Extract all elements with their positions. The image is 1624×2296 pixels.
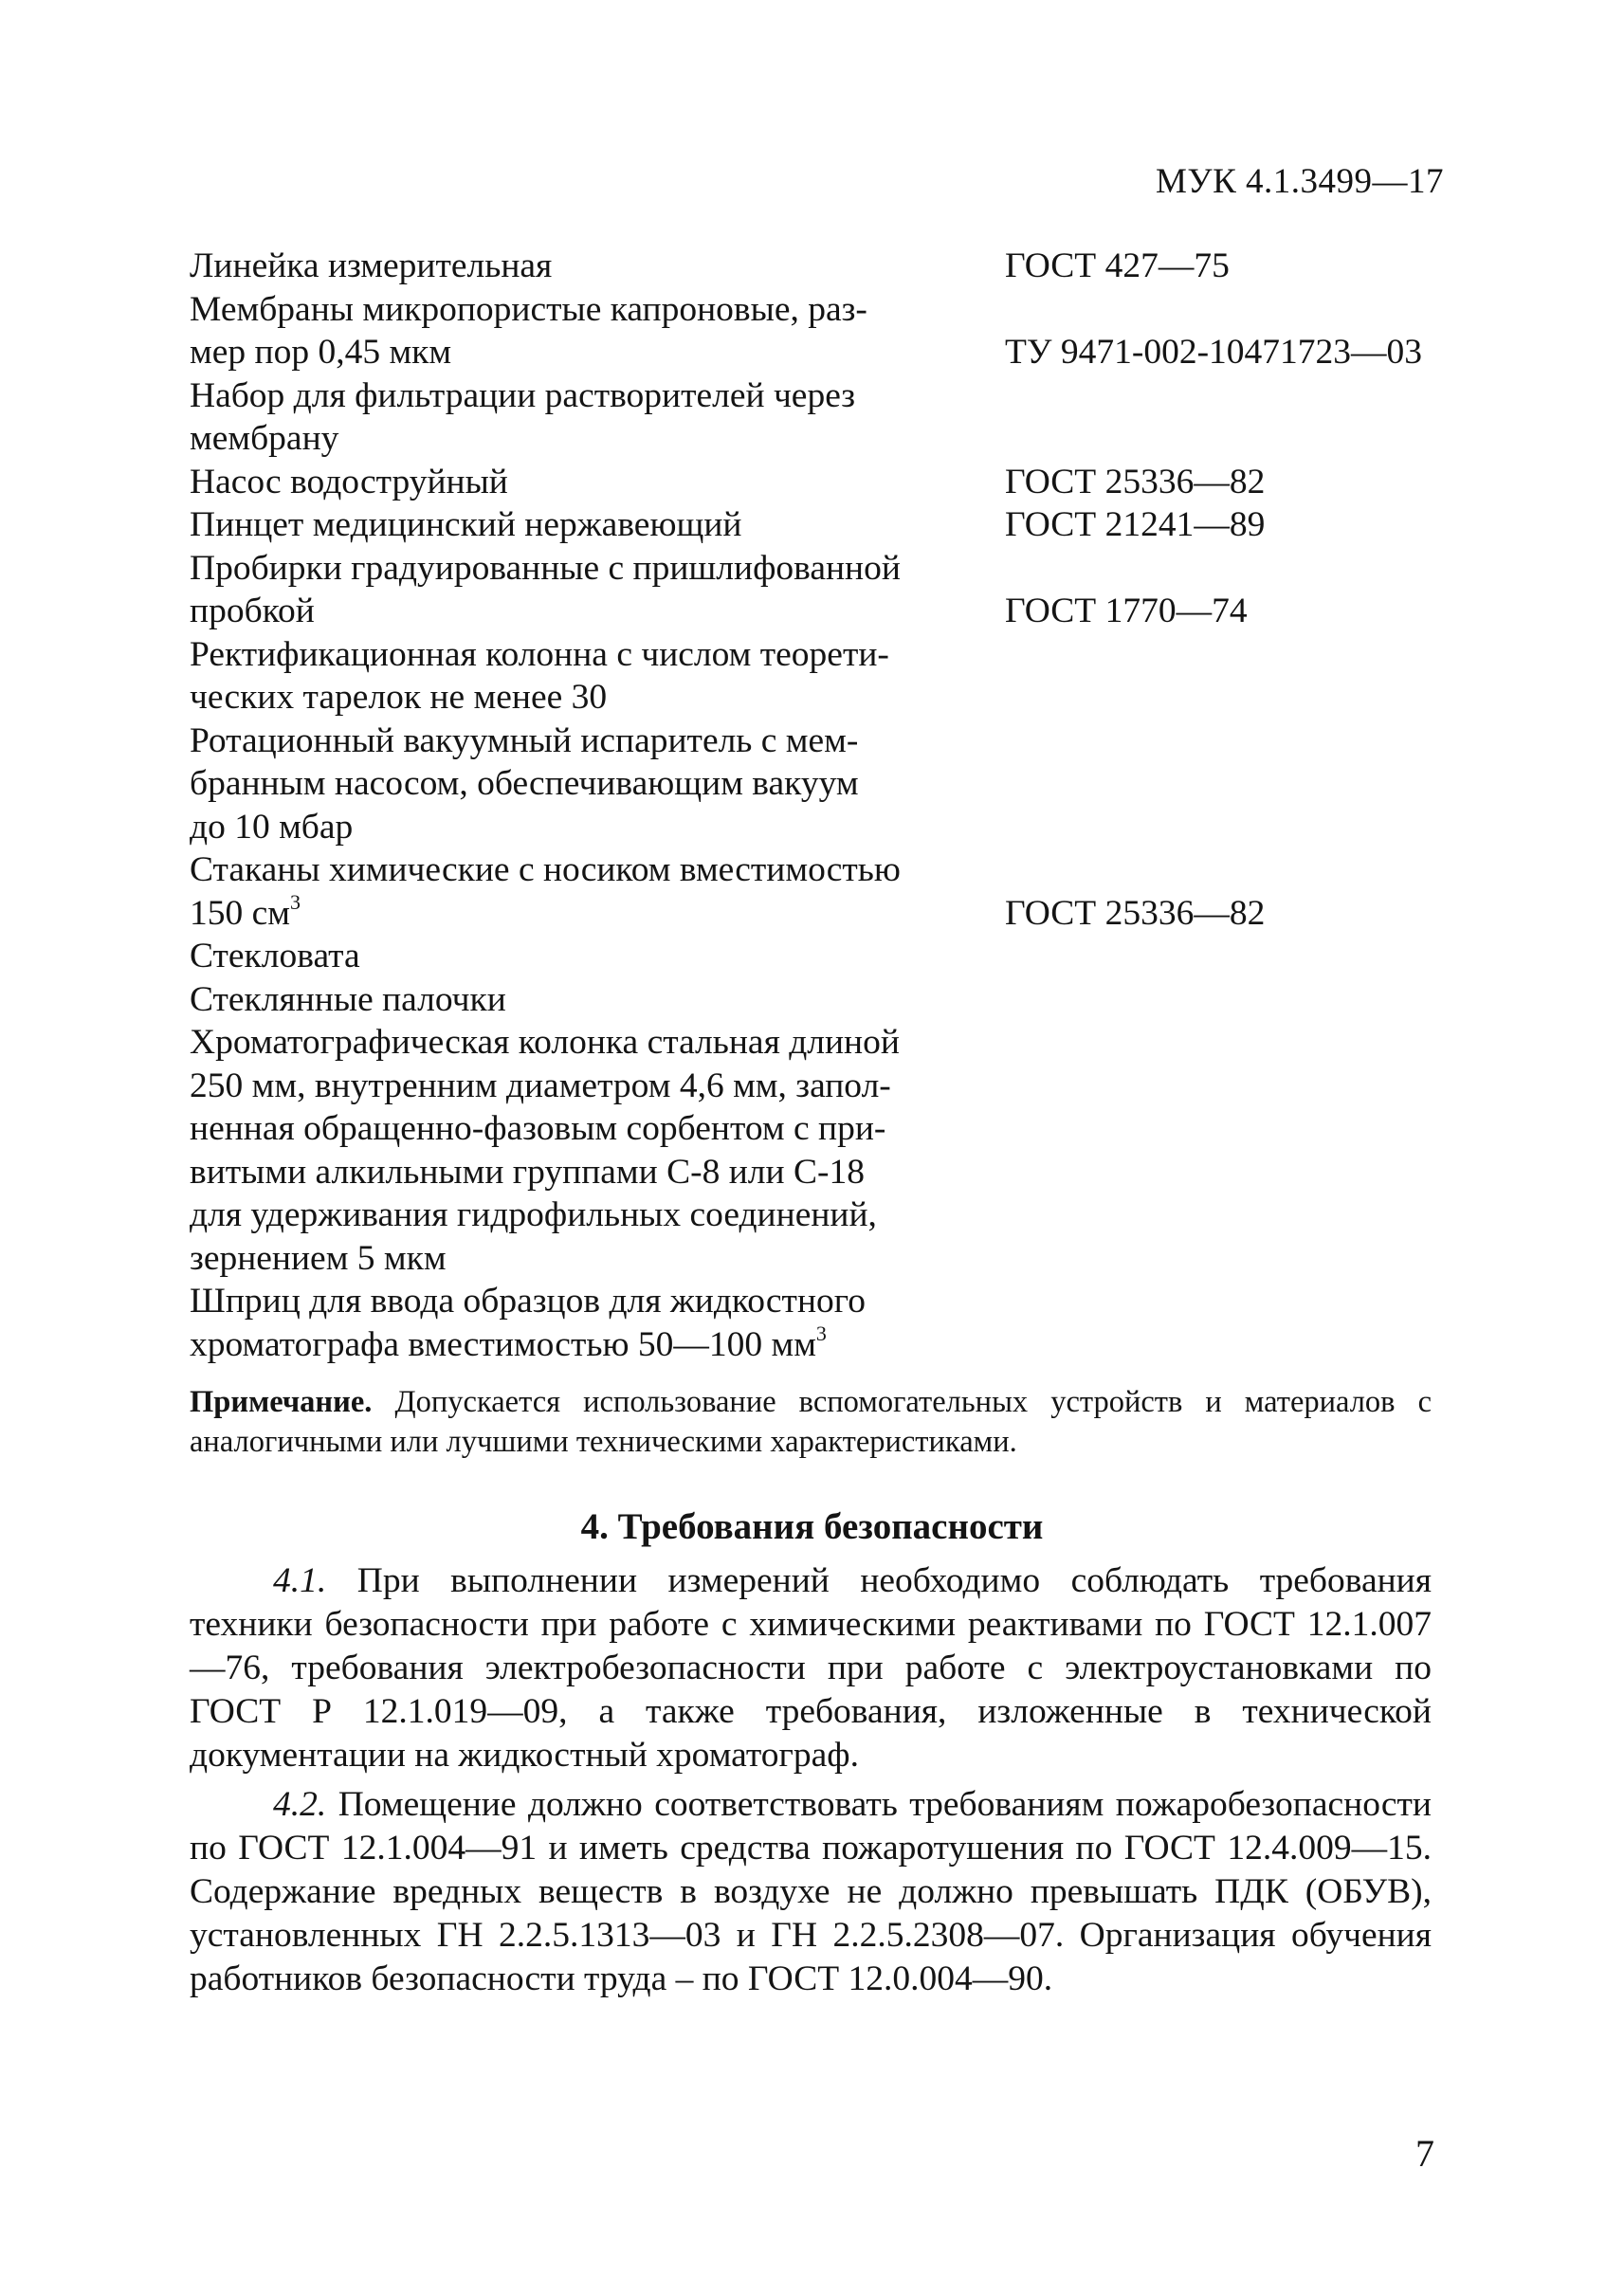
- equipment-name-line: Хроматографическая колонка стальная длиной: [190, 1023, 900, 1062]
- equipment-row: [190, 461, 1469, 504]
- equipment-name-line: 150 см: [190, 893, 290, 933]
- equipment-name-line: Пинцет медицинский нержавеющий: [190, 505, 742, 544]
- equipment-name: [190, 288, 1000, 374]
- equipment-name-line: зернением 5 мкм: [190, 1238, 447, 1278]
- equipment-standard: ГОСТ 1770—74: [1005, 592, 1248, 630]
- equipment-list: [190, 245, 1469, 1366]
- equipment-row: [190, 633, 1469, 720]
- equipment-name-line: Стеклянные палочки: [190, 979, 506, 1019]
- note-text: Допускается использование вспомогательных устройств и материалов с аналогичными или лучшими техническими характеристиками.: [190, 1385, 1432, 1459]
- paragraph: [190, 1783, 1432, 2001]
- equipment-name-line: ческих тарелок не менее 30: [190, 678, 608, 717]
- equipment-name-line: Ректификационная колонна с числом теорети-: [190, 634, 889, 674]
- equipment-row: [190, 935, 1469, 978]
- equipment-name: [190, 978, 1000, 1022]
- equipment-name-line: Стекловата: [190, 937, 360, 975]
- equipment-standard: ТУ 9471-002-10471723—03: [1005, 333, 1423, 372]
- paragraph-text: При выполнении измерений необходимо соблюдать требования техники безопасности при работе с химическими реактивами по ГОСТ 12.1.007—76, требования электробезопасности при работе с электроустановками по ГОСТ Р 12.1.019—09, а также требования, изложенные в технической документации на жидкостный хроматограф.: [190, 1561, 1432, 1775]
- equipment-name-line: Линейка измерительная: [190, 246, 553, 285]
- equipment-row: [190, 1280, 1469, 1366]
- section-title: 4. Требования безопасности: [580, 1506, 1044, 1547]
- equipment-name: [190, 720, 1000, 849]
- equipment-name: [190, 1021, 1000, 1280]
- equipment-name-line: до 10 мбар: [190, 807, 354, 847]
- equipment-row: [190, 503, 1469, 547]
- equipment-name-line: бранным насосом, обеспечивающим вакуум: [190, 764, 859, 803]
- equipment-name-line: Насос водоструйный: [190, 462, 508, 501]
- equipment-row: [190, 978, 1469, 1022]
- equipment-name-line: Стаканы химические с носиком вместимостью: [190, 850, 901, 889]
- equipment-name-line: мембрану: [190, 419, 339, 458]
- equipment-row: [190, 288, 1469, 374]
- paragraphs: [190, 1559, 1432, 2007]
- equipment-standard: ГОСТ 427—75: [1005, 246, 1230, 285]
- equipment-name: [190, 245, 1000, 288]
- equipment-name-line: мер пор 0,45 мкм: [190, 333, 452, 372]
- equipment-name-line: для удерживания гидрофильных соединений,: [190, 1195, 877, 1234]
- paragraph-text: Помещение должно соответствовать требованиям пожаробезопасности по ГОСТ 12.1.004—91 и иметь средства пожаротушения по ГОСТ 12.4.009—15. Содержание вредных веществ в воздухе не должно превышать ПДК (ОБУВ), установленных ГН 2.2.5.1313—03 и ГН 2.2.5.2308—07. Организация обучения работников безопасности труда – по ГОСТ 12.0.004—90.: [190, 1785, 1432, 1998]
- equipment-name: [190, 633, 1000, 720]
- paragraph: [190, 1559, 1432, 1777]
- equipment-name-line: 250 мм, внутренним диаметром 4,6 мм, запол-: [190, 1066, 891, 1105]
- equipment-name: [190, 461, 1000, 504]
- note: [190, 1382, 1432, 1462]
- equipment-row: [190, 547, 1469, 633]
- equipment-name-line: Пробирки градуированные с пришлифованной: [190, 548, 901, 588]
- equipment-name: [190, 848, 1000, 935]
- equipment-row: [190, 720, 1469, 849]
- equipment-name-line: ненная обращенно-фазовым сорбентом с при-: [190, 1109, 886, 1148]
- equipment-name-line: Мембраны микропористые капроновые, раз-: [190, 289, 867, 329]
- equipment-name: [190, 1280, 1000, 1366]
- equipment-row: [190, 245, 1469, 288]
- equipment-standard: ГОСТ 21241—89: [1005, 505, 1266, 544]
- paragraph-number: 4.1.: [273, 1561, 327, 1600]
- equipment-name-line: Шприц для ввода образцов для жидкостного: [190, 1282, 866, 1321]
- equipment-standard: ГОСТ 25336—82: [1005, 893, 1266, 933]
- equipment-name: [190, 935, 1000, 978]
- equipment-name-line: витыми алкильными группами С-8 или С-18: [190, 1152, 865, 1192]
- equipment-row: [190, 848, 1469, 935]
- document-code: МУК 4.1.3499—17: [1155, 162, 1444, 201]
- equipment-name: [190, 374, 1000, 461]
- equipment-name: [190, 547, 1000, 633]
- equipment-standard: ГОСТ 25336—82: [1005, 462, 1266, 501]
- paragraph-number: 4.2.: [273, 1785, 327, 1824]
- superscript: 3: [290, 890, 301, 914]
- equipment-row: [190, 374, 1469, 461]
- equipment-name: [190, 503, 1000, 547]
- equipment-name-line: Набор для фильтрации растворителей через: [190, 375, 856, 415]
- note-label: Примечание.: [190, 1385, 373, 1419]
- equipment-name-line: Ротационный вакуумный испаритель с мем-: [190, 720, 859, 760]
- equipment-row: [190, 1021, 1469, 1280]
- equipment-name-line: хроматографа вместимостью 50—100 мм: [190, 1324, 816, 1364]
- equipment-name-line: пробкой: [190, 592, 315, 630]
- page-number: 7: [1415, 2132, 1434, 2175]
- superscript: 3: [815, 1321, 827, 1345]
